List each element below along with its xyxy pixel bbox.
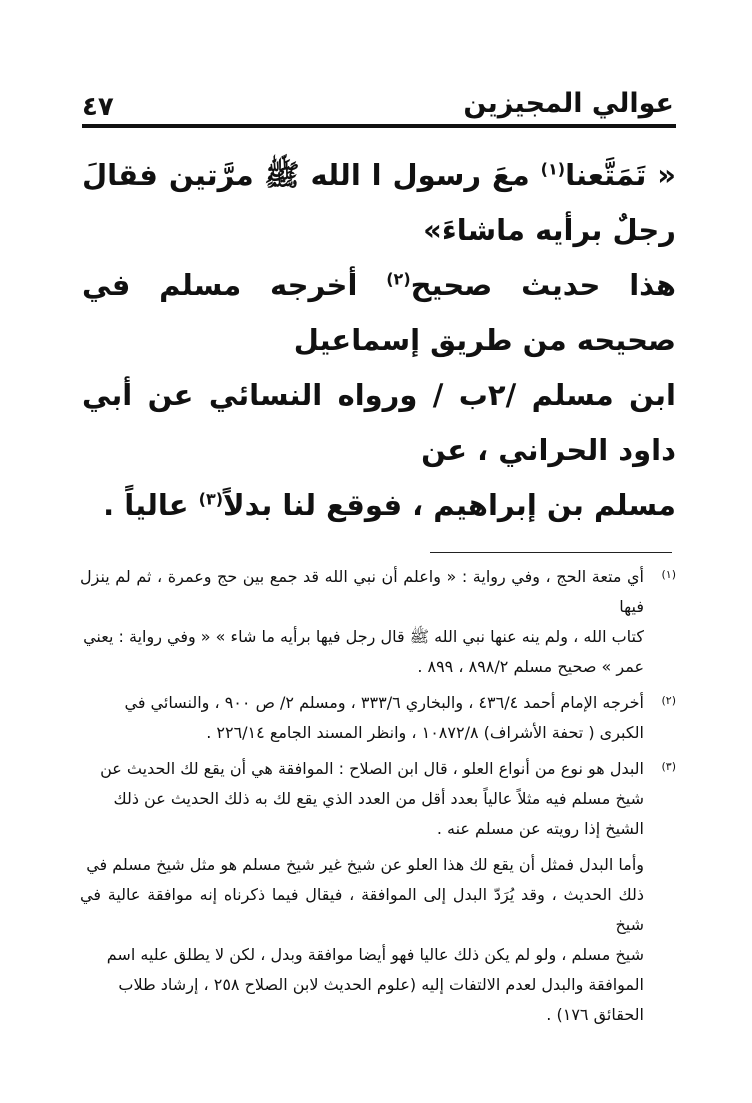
- footnote-line: كتاب الله ، ولم ينه عنها نبي الله ﷺ قال رجل فيها برأيه ما شاء » « وفي رواية : يعني: [83, 627, 644, 646]
- footnote-number: (٢): [661, 694, 676, 707]
- hadith-text: « تَمَتَّعنا: [565, 158, 676, 192]
- line2-b: أخرجه مسلم في صحيحه من طريق إسماعيل: [82, 268, 676, 357]
- footnote-line: شيخ مسلم ، ولو لم يكن ذلك عاليا فهو أيضا موافقة وبدل ، لكن لا يطلق عليه اسم: [106, 945, 644, 964]
- main-line-2: [82, 258, 676, 368]
- footnote-line: الشيخ إذا رويته عن مسلم عنه .: [436, 819, 644, 838]
- footnote-1: [80, 562, 676, 682]
- main-line-4: [82, 478, 676, 533]
- footnote-number: (٣): [661, 760, 676, 773]
- footnote-line: وأما البدل فمثل أن يقع لك هذا العلو عن شيخ غير شيخ مسلم هو مثل شيخ مسلم في: [86, 855, 644, 874]
- line2-a: هذا حديث صحيح: [410, 268, 676, 302]
- footnote-line: البدل هو نوع من أنواع العلو ، قال ابن الصلاح : الموافقة هي أن يقع لك الحديث عن: [100, 759, 644, 778]
- footnote-line: الكبرى ( تحفة الأشراف) ١٠٨٧٢/٨ ، وانظر المسند الجامع ٢٢٦/١٤ .: [206, 723, 644, 742]
- footnote-line: الحقائق ١٧٦) .: [546, 1005, 644, 1024]
- footnote-mark-3[interactable]: (٣): [198, 489, 224, 509]
- page-header: [82, 84, 674, 124]
- line4-b: عالياً .: [103, 488, 199, 522]
- footnote-number: (١): [661, 568, 676, 581]
- footnote-mark-1[interactable]: (١): [540, 159, 566, 179]
- footnote-rule: [430, 552, 672, 553]
- running-title: عوالي المجيزين: [463, 88, 674, 119]
- footnote-line: ذلك الحديث ، وقد يُرَدّ البدل إلى الموافقة ، فيقال فيما ذكرناه إنه موافقة عالية في شيخ: [80, 885, 644, 934]
- footnote-line: أي متعة الحج ، وفي رواية : « واعلم أن نبي الله قد جمع بين حج وعمرة ، ثم لم ينزل فيها: [80, 567, 644, 616]
- main-text: [82, 148, 676, 533]
- footnote-3: [80, 754, 676, 1030]
- footnote-2: [80, 688, 676, 748]
- main-line-1: [82, 148, 676, 258]
- hadith-text-rest: معَ رسول ا الله ﷺ مرَّتين فقالَ رجلٌ برأيه ماشاءَ»: [82, 158, 676, 247]
- footnote-line: شيخ مسلم فيه مثلاً عالياً بعدد أقل من العدد الذي يقع لك به ذلك الحديث عن ذلك: [113, 789, 644, 808]
- header-rule: [82, 124, 676, 128]
- line4-a: مسلم بن إبراهيم ، فوقع لنا بدلاً: [223, 488, 676, 522]
- footnote-mark-2[interactable]: (٢): [386, 269, 411, 289]
- footnote-line: الموافقة والبدل لعدم الالتفات إليه (علوم الحديث لابن الصلاح ٢٥٨ ، إرشاد طلاب: [118, 975, 644, 994]
- footnote-paragraph: [80, 850, 644, 1030]
- footnote-line: عمر » صحيح مسلم ٨٩٨/٢ ، ٨٩٩ .: [417, 657, 644, 676]
- main-line-3: ابن مسلم /٢ب / ورواه النسائي عن أبي داود الحراني ، عن: [82, 378, 676, 467]
- footnotes: [80, 562, 676, 1036]
- page-number: ٤٧: [82, 92, 114, 122]
- footnote-line: أخرجه الإمام أحمد ٤٣٦/٤ ، والبخاري ٣٣٣/٦ ، ومسلم ٢/ ص ٩٠٠ ، والنسائي في: [124, 693, 644, 712]
